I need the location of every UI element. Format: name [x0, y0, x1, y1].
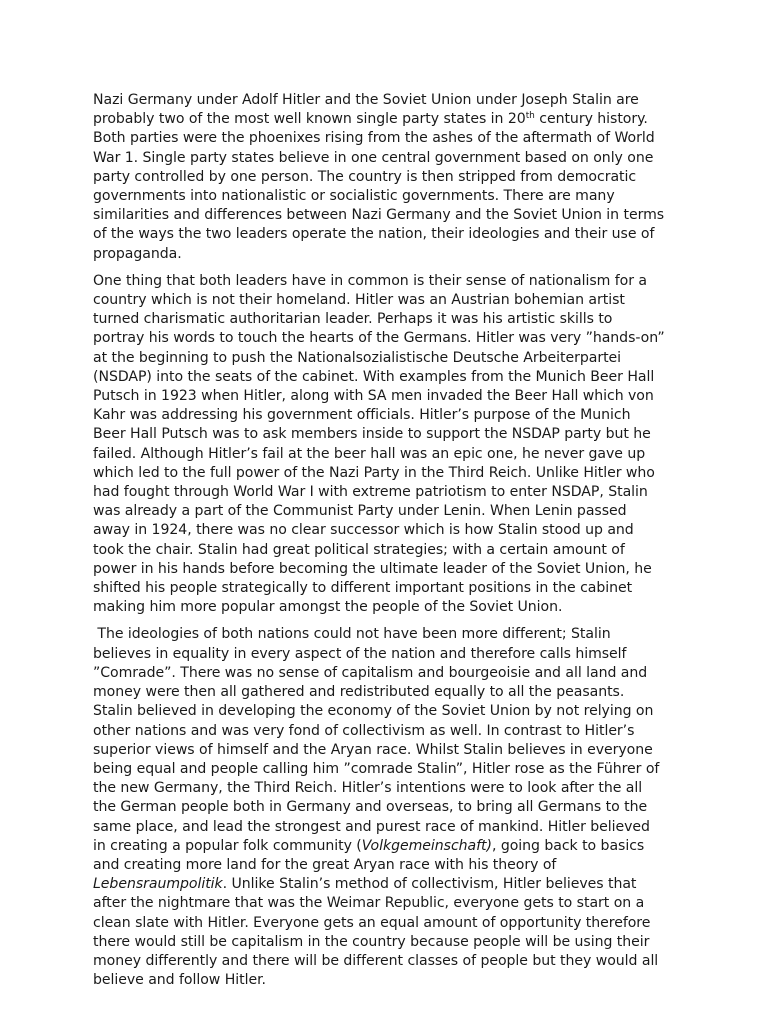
- text-line: Kahr was addressing his government officials. Hitler’s purpose of the Munich: [93, 407, 631, 424]
- text-line: turned charismatic authoritarian leader. Perhaps it was his artistic skills to: [93, 311, 613, 328]
- text-segment: probably two of the most well known single party states in 20: [93, 111, 526, 128]
- text-line: believes in equality in every aspect of the nation and therefore calls himself: [93, 645, 627, 662]
- text-line: same place, and lead the strongest and purest race of mankind. Hitler believed: [93, 818, 650, 835]
- text-line: money were then all gathered and redistributed equally to all the peasants.: [93, 684, 625, 701]
- text-line: propaganda.: [93, 245, 182, 262]
- text-line: other nations and was very fond of collectivism as well. In contrast to Hitler’s: [93, 722, 635, 739]
- text-segment: . Unlike Stalin’s method of collectivism, Hitler believes that: [222, 876, 637, 893]
- text-line: and creating more land for the great Aryan race with his theory of: [93, 856, 557, 873]
- text-line: War 1. Single party states believe in one central government based on only one: [93, 149, 654, 166]
- text-line: Beer Hall Putsch was to ask members inside to support the NSDAP party but he: [93, 426, 651, 443]
- text-line: failed. Although Hitler’s fail at the beer hall was an epic one, he never gave up: [93, 445, 646, 462]
- text-line: [93, 837, 681, 856]
- superscript: th: [525, 111, 535, 122]
- text-line: superior views of himself and the Aryan race. Whilst Stalin believes in everyone: [93, 741, 653, 758]
- text-line: (NSDAP) into the seats of the cabinet. With examples from the Munich Beer Hall: [93, 368, 655, 385]
- text-line: had fought through World War I with extreme patriotism to enter NSDAP, Stalin: [93, 484, 648, 501]
- text-segment: in creating a popular folk community (: [93, 837, 362, 854]
- text-line: the German people both in Germany and overseas, to bring all Germans to the: [93, 799, 648, 816]
- text-line: Stalin believed in developing the economy of the Soviet Union by not relying on: [93, 703, 654, 720]
- italic-term: Lebensraumpolitik: [93, 876, 223, 893]
- text-line: away in 1924, there was no clear successor which is how Stalin stood up and: [93, 522, 634, 539]
- text-line: the new Germany, the Third Reich. Hitler’s intentions were to look after the all: [93, 780, 643, 797]
- text-line: making him more popular amongst the people of the Soviet Union.: [93, 599, 563, 616]
- italic-term: Volkgemeinschaft): [361, 837, 492, 854]
- text-line: was already a part of the Communist Party under Lenin. When Lenin passed: [93, 503, 627, 520]
- text-line: clean slate with Hitler. Everyone gets an equal amount of opportunity therefore: [93, 914, 651, 931]
- text-line: at the beginning to push the Nationalsozialistische Deutsche Arbeiterpartei: [93, 349, 622, 366]
- document-body: [93, 91, 681, 998]
- text-line: Putsch in 1923 when Hitler, along with SA men invaded the Beer Hall which von: [93, 388, 654, 405]
- paragraph-3: [93, 625, 681, 990]
- text-line: ”Comrade”. There was no sense of capitalism and bourgeoisie and all land and: [93, 664, 648, 681]
- text-line: which led to the full power of the Nazi Party in the Third Reich. Unlike Hitler who: [93, 464, 655, 481]
- paragraph-1: [93, 91, 681, 264]
- text-line: [93, 110, 681, 129]
- text-line: portray his words to touch the hearts of the Germans. Hitler was very ”hands-on”: [93, 330, 665, 347]
- text-line: Both parties were the phoenixes rising from the ashes of the aftermath of World: [93, 130, 655, 147]
- text-line: country which is not their homeland. Hitler was an Austrian bohemian artist: [93, 292, 625, 309]
- text-line: One thing that both leaders have in common is their sense of nationalism for a: [93, 272, 647, 289]
- text-line: Nazi Germany under Adolf Hitler and the Soviet Union under Joseph Stalin are: [93, 92, 639, 108]
- text-line: there would still be capitalism in the country because people will be using their: [93, 933, 650, 950]
- text-line: being equal and people calling him ”comrade Stalin”, Hitler rose as the Führer of: [93, 760, 660, 777]
- text-line: similarities and differences between Nazi Germany and the Soviet Union in terms: [93, 207, 665, 224]
- text-line: of the ways the two leaders operate the nation, their ideologies and their use of: [93, 226, 655, 243]
- text-segment: , going back to basics: [491, 837, 645, 854]
- text-line: governments into nationalistic or socialistic governments. There are many: [93, 188, 615, 205]
- text-line: took the chair. Stalin had great political strategies; with a certain amount of: [93, 541, 625, 558]
- text-segment: century history.: [534, 111, 648, 128]
- text-line: shifted his people strategically to different important positions in the cabinet: [93, 580, 633, 597]
- text-line: [93, 875, 681, 894]
- text-line: believe and follow Hitler.: [93, 972, 266, 989]
- paragraph-2: [93, 272, 681, 618]
- text-line: money differently and there will be different classes of people but they would all: [93, 952, 659, 969]
- text-line: party controlled by one person. The country is then stripped from democratic: [93, 168, 637, 185]
- text-line: The ideologies of both nations could not have been more different; Stalin: [93, 626, 611, 643]
- text-line: after the nightmare that was the Weimar Republic, everyone gets to start on a: [93, 895, 645, 912]
- text-line: power in his hands before becoming the ultimate leader of the Soviet Union, he: [93, 560, 652, 577]
